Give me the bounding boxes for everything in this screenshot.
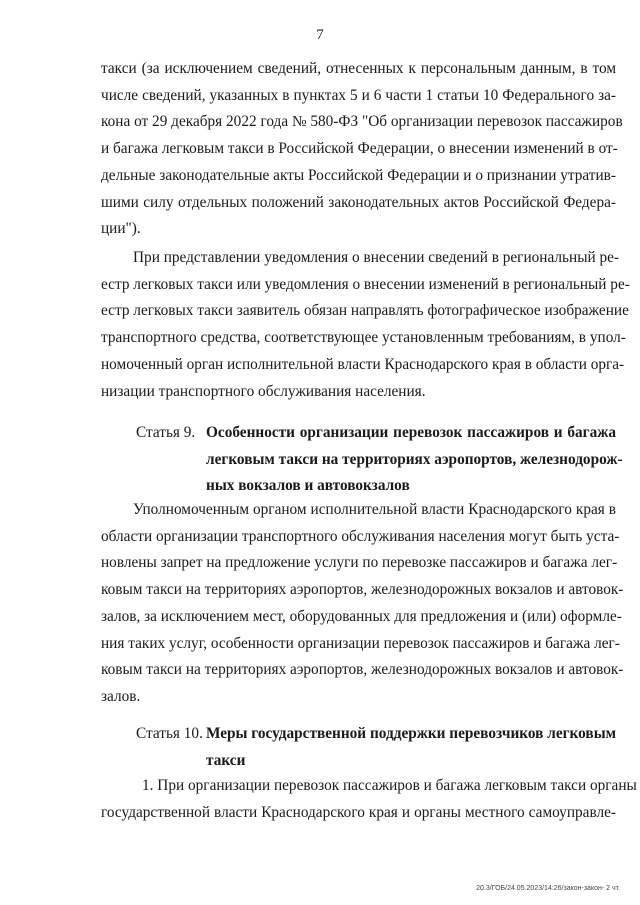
article-10-heading bbox=[0, 721, 640, 777]
article-title bbox=[206, 721, 616, 774]
title-line: Меры государственной поддержки перевозчиков легковым bbox=[206, 725, 617, 742]
text-line: Уполномоченным органом исполнительной власти Краснодарского края в bbox=[133, 501, 616, 518]
text-line: и багажа легковым такси в Российской Федерации, о внесении изменений в от- bbox=[101, 140, 618, 158]
title-line: такси bbox=[206, 751, 246, 769]
text-line: 1. При организации перевозок пассажиров и багажа легковым такси органы bbox=[142, 777, 637, 794]
text-line: транспортного средства, соответствующее установленным требованиям, в упол- bbox=[101, 329, 626, 347]
article-label: Статья 9. bbox=[136, 424, 196, 441]
text-line: области организации транспортного обслуживания населения могут быть уста- bbox=[101, 527, 620, 545]
text-line: государственной власти Краснодарского края и органы местного самоуправле- bbox=[101, 803, 616, 821]
text-line: новлены запрет на предложение услуги по перевозке пассажиров и багажа лег- bbox=[101, 554, 618, 572]
title-line: Особенности организации перевозок пассажиров и багажа bbox=[206, 424, 616, 441]
text-line: кона от 29 декабря 2022 года № 580-ФЗ "Об организации перевозок пассажиров bbox=[101, 113, 623, 131]
text-line: низации транспортного обслуживания населения. bbox=[101, 382, 426, 400]
paragraph-airport-restrictions bbox=[101, 497, 624, 711]
paragraph-notification-photo bbox=[101, 245, 630, 405]
paragraph-state-support bbox=[101, 773, 637, 826]
text-line: ковым такси на территориях аэропортов, железнодорожных вокзалов и автовок- bbox=[101, 581, 624, 599]
text-line: естр легковых такси или уведомления о внесении изменений в региональный ре- bbox=[101, 275, 630, 293]
text-line: ния таких услуг, особенности организации перевозок пассажиров и багажа лег- bbox=[101, 634, 620, 652]
text-line: номоченный орган исполнительной власти Краснодарского края в области орга- bbox=[101, 355, 625, 373]
article-title bbox=[206, 420, 623, 500]
text-line: ковым такси на территориях аэропортов, железнодорожных вокзалов и автовок- bbox=[101, 661, 624, 679]
document-footer-code: 20.3/ГОБ/24.05.2023/14:26/закон-закон- 2 чт. bbox=[476, 885, 620, 892]
text-line: ции"). bbox=[101, 220, 141, 238]
title-line: ных вокзалов и автовокзалов bbox=[206, 477, 410, 495]
text-line: шими силу отдельных положений законодательных актов Российской Федера- bbox=[101, 193, 616, 211]
title-line: легковым такси на территориях аэропортов, железнодорож- bbox=[206, 450, 623, 468]
page-number: 7 bbox=[316, 27, 324, 43]
text-line: такси (за исключением сведений, отнесенных к персональным данным, в том bbox=[101, 60, 616, 77]
text-line: залов. bbox=[101, 687, 141, 705]
text-line: дельные законодательные акты Российской Федерации и о признании утратив- bbox=[101, 166, 616, 184]
article-label: Статья 10. bbox=[136, 725, 203, 742]
text-line: При представлении уведомления о внесении сведений в региональный ре- bbox=[133, 249, 620, 266]
text-line: залов, за исключением мест, оборудованных для предложения и (или) оформле- bbox=[101, 607, 622, 625]
paragraph-continuation bbox=[101, 56, 623, 243]
article-9-heading bbox=[0, 420, 640, 502]
text-line: числе сведений, указанных в пунктах 5 и 6 части 1 статьи 10 Федерального за- bbox=[101, 86, 616, 104]
text-line: естр легковых такси заявитель обязан направлять фотографическое изображение bbox=[101, 302, 629, 320]
